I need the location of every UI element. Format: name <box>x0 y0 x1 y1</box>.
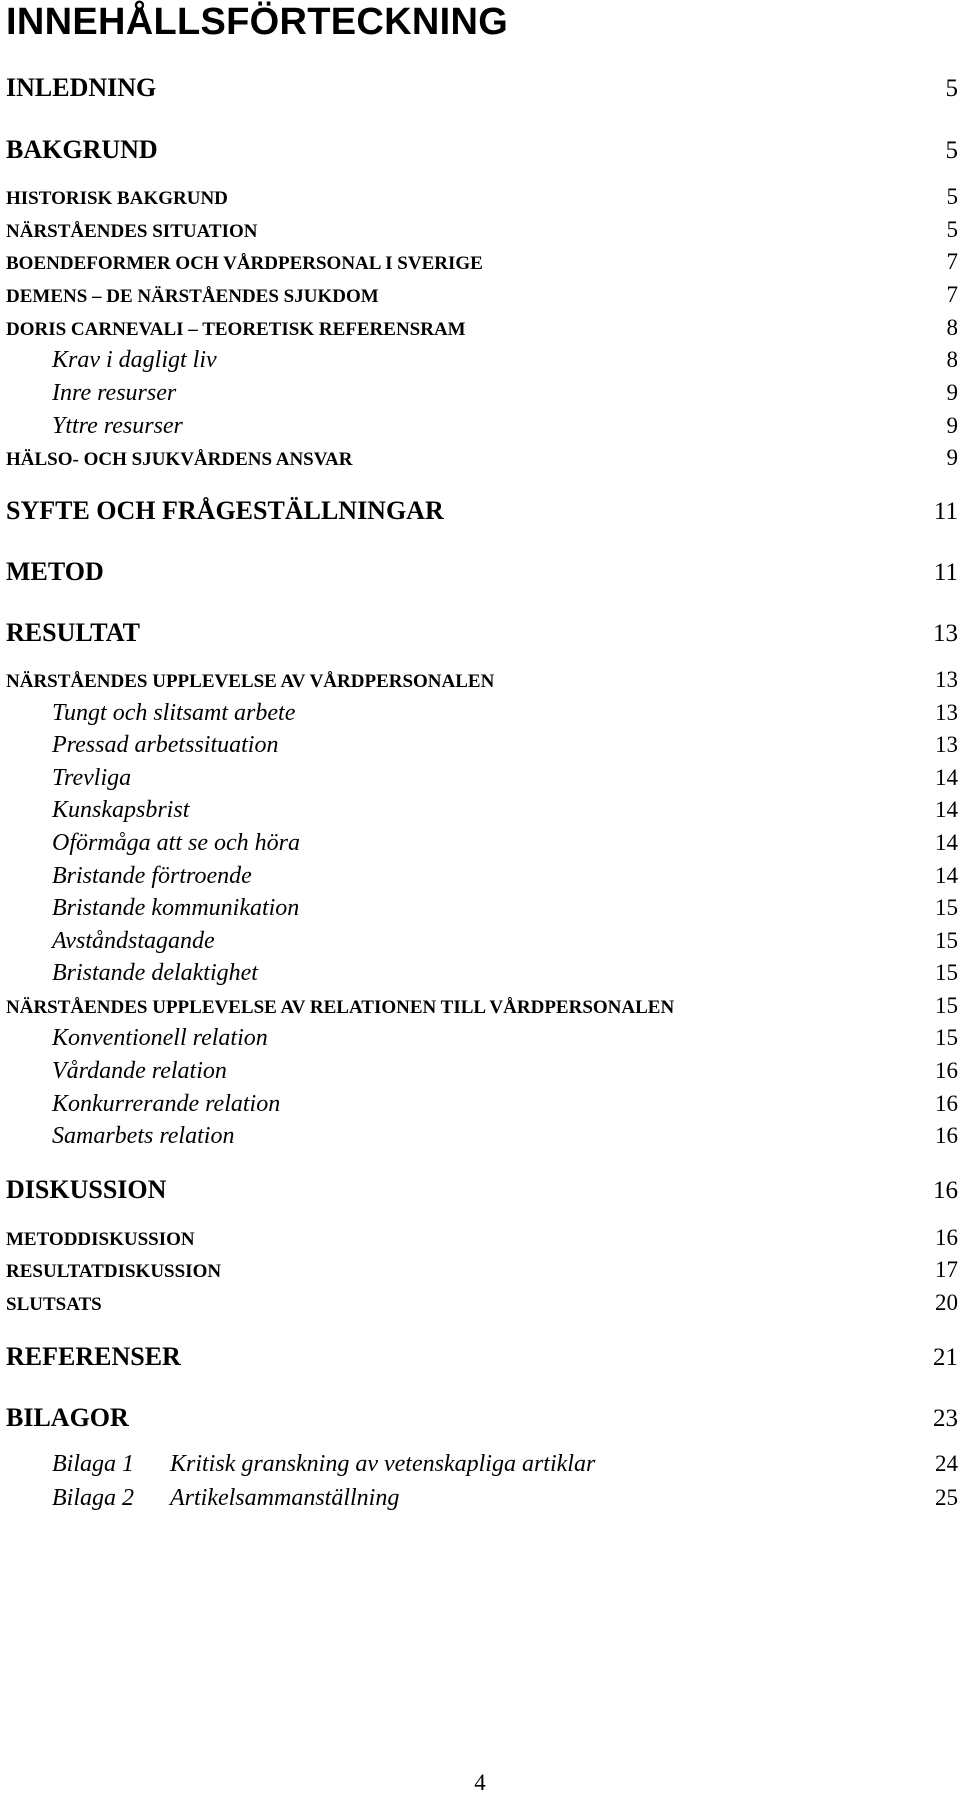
appendix-number: Bilaga 1 <box>52 1451 134 1477</box>
toc-entry <box>0 1172 960 1208</box>
toc-entry-label: INLEDNING <box>6 73 157 102</box>
toc-entry <box>0 554 960 590</box>
toc-entry-page: 14 <box>935 863 958 888</box>
toc-entry-page: 14 <box>935 765 958 790</box>
toc-entry-label: NÄRSTÅENDES SITUATION <box>6 221 258 242</box>
appendix-title: Artikelsammanställning <box>170 1485 400 1511</box>
toc-entry <box>0 698 960 728</box>
toc-title: INNEHÅLLSFÖRTECKNING <box>6 1 509 43</box>
toc-entry-page: 5 <box>946 217 958 242</box>
toc-entry <box>0 991 960 1021</box>
toc-entry-label: NÄRSTÅENDES UPPLEVELSE AV RELATIONEN TILL VÅRDPERSONALEN <box>6 997 675 1018</box>
toc-entry-label: DISKUSSION <box>6 1175 167 1204</box>
toc-entry-page: 5 <box>945 75 958 102</box>
toc-entry-label <box>0 1449 935 1479</box>
toc-entry <box>0 1288 960 1318</box>
toc-entry <box>0 493 960 529</box>
toc-entry <box>0 795 960 825</box>
toc-entry <box>0 665 960 695</box>
toc-entry-label: NÄRSTÅENDES UPPLEVELSE AV VÅRDPERSONALEN <box>6 671 495 692</box>
toc-entry-label: HÄLSO- OCH SJUKVÅRDENS ANSVAR <box>6 449 353 470</box>
toc-entry-page: 16 <box>935 1225 958 1250</box>
toc-entry <box>0 345 960 375</box>
toc-entry-label: RESULTATDISKUSSION <box>6 1261 222 1282</box>
toc-entry <box>0 1255 960 1285</box>
toc-entry <box>0 763 960 793</box>
toc-entry-page: 15 <box>935 928 958 953</box>
toc-entry-page: 24 <box>935 1451 958 1476</box>
toc-entry-page: 9 <box>946 445 958 470</box>
toc-entry-label: Tungt och slitsamt arbete <box>52 700 296 726</box>
toc-entry <box>0 182 960 212</box>
toc-entry-label: REFERENSER <box>6 1342 181 1371</box>
toc-entry <box>0 926 960 956</box>
toc-entry <box>0 1223 960 1253</box>
toc-entry-page: 7 <box>946 282 958 307</box>
toc-entry-label: Bristande kommunikation <box>52 895 300 921</box>
toc-entry <box>0 730 960 760</box>
toc-entry-page: 11 <box>933 498 958 525</box>
toc-entry-page: 23 <box>933 1405 958 1432</box>
appendix-title: Kritisk granskning av vetenskapliga artiklar <box>170 1451 596 1477</box>
toc-entry-label: Oförmåga att se och höra <box>52 830 300 856</box>
toc-entry-page: 8 <box>946 315 958 340</box>
toc-entry-label: Kunskapsbrist <box>52 797 190 823</box>
toc-entry-page: 15 <box>935 895 958 920</box>
toc-entry-label: DORIS CARNEVALI – TEORETISK REFERENSRAM <box>6 319 466 340</box>
toc-entry-label: Bristande delaktighet <box>52 960 258 986</box>
appendix-number: Bilaga 2 <box>52 1485 134 1511</box>
toc-entry-label: Pressad arbetssituation <box>52 732 279 758</box>
toc-entry-page: 14 <box>935 830 958 855</box>
toc-entry <box>0 378 960 408</box>
toc-entry-label: SLUTSATS <box>6 1294 102 1315</box>
toc-entry-page: 20 <box>935 1290 958 1315</box>
toc-entry-label: Vårdande relation <box>52 1058 227 1084</box>
toc-entry-page: 25 <box>935 1485 958 1510</box>
toc-entry <box>0 1023 960 1053</box>
toc-entry-page: 5 <box>945 137 958 164</box>
toc-entry-page: 15 <box>935 960 958 985</box>
toc-entry <box>0 828 960 858</box>
toc-entry-page: 16 <box>935 1091 958 1116</box>
toc-entry-page: 8 <box>946 347 958 372</box>
toc-entry-label: BOENDEFORMER OCH VÅRDPERSONAL I SVERIGE <box>6 253 483 274</box>
toc-entry-label: METODDISKUSSION <box>6 1229 195 1250</box>
toc-entry-label: BAKGRUND <box>6 135 158 164</box>
toc-entry-page: 13 <box>935 732 958 757</box>
toc-entry-page: 14 <box>935 797 958 822</box>
toc-entry-page: 13 <box>935 667 958 692</box>
toc-entry-label <box>0 1483 935 1513</box>
toc-entry-page: 16 <box>935 1058 958 1083</box>
toc-entry-label: Avståndstagande <box>52 928 215 954</box>
toc-entry <box>0 443 960 473</box>
toc-entry-label: Bristande förtroende <box>52 863 252 889</box>
toc-entry-label: Yttre resurser <box>52 413 183 439</box>
toc-entry <box>0 893 960 923</box>
toc-entry <box>0 247 960 277</box>
toc-entry-label: HISTORISK BAKGRUND <box>6 188 228 209</box>
toc-entry-page: 21 <box>933 1344 958 1371</box>
toc-entry-page: 16 <box>933 1177 958 1204</box>
toc-entry-label: Konventionell relation <box>52 1025 268 1051</box>
toc-entry-page: 9 <box>946 413 958 438</box>
toc-entry-label: Trevliga <box>52 765 132 791</box>
toc-entry <box>0 215 960 245</box>
toc-entry-page: 15 <box>935 993 958 1018</box>
toc-entry-label: Inre resurser <box>52 380 177 406</box>
toc-entry <box>0 411 960 441</box>
toc-entry-page: 17 <box>935 1257 958 1282</box>
toc-entry-label: METOD <box>6 557 104 586</box>
page-number: 4 <box>474 1770 486 1795</box>
toc-entry-label: Krav i dagligt liv <box>52 347 217 373</box>
toc-entry <box>0 958 960 988</box>
toc-entry-label: SYFTE OCH FRÅGESTÄLLNINGAR <box>6 496 444 525</box>
toc-entry <box>0 1121 960 1151</box>
toc-entry <box>0 280 960 310</box>
toc-entry-page: 16 <box>935 1123 958 1148</box>
toc-entry <box>0 861 960 891</box>
toc-entry <box>0 132 960 168</box>
toc-entry-page: 13 <box>933 620 958 647</box>
toc-entry-label: RESULTAT <box>6 618 140 647</box>
toc-entry-label: BILAGOR <box>6 1403 129 1432</box>
toc-entry-page: 7 <box>946 249 958 274</box>
toc-entry-label: Samarbets relation <box>52 1123 235 1149</box>
toc-entry <box>0 1449 960 1479</box>
toc-entry-page: 15 <box>935 1025 958 1050</box>
toc-entry <box>0 1339 960 1375</box>
toc-entry <box>0 1483 960 1513</box>
toc-entry <box>0 1400 960 1436</box>
toc-entry-label: Konkurrerande relation <box>52 1091 281 1117</box>
toc-entry <box>0 1089 960 1119</box>
toc-entry-page: 9 <box>946 380 958 405</box>
toc-entry-page: 13 <box>935 700 958 725</box>
toc-entry <box>0 313 960 343</box>
toc-entry <box>0 1056 960 1086</box>
toc-entry <box>0 70 960 106</box>
toc-entry-label: DEMENS – DE NÄRSTÅENDES SJUKDOM <box>6 286 379 307</box>
toc-entry <box>0 615 960 651</box>
toc-entry-page: 5 <box>946 184 958 209</box>
toc-entry-page: 11 <box>933 559 958 586</box>
